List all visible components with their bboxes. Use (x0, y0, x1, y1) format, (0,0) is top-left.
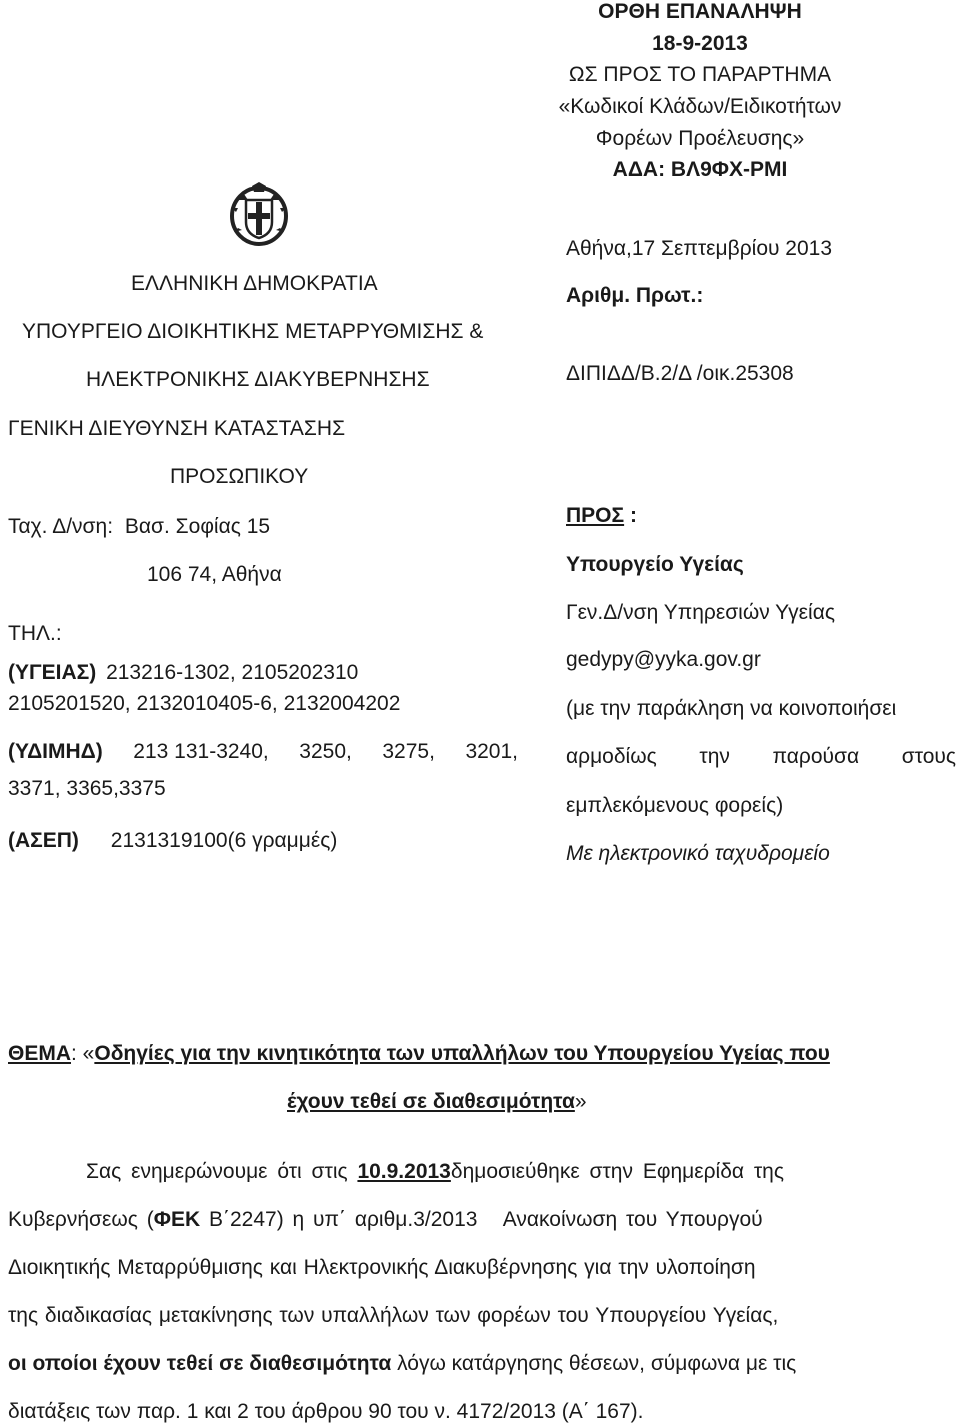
recipient-note-line2 (566, 745, 956, 769)
subject-title-part1: Οδηγίες για την κινητικότητα των υπαλλήλων του Υπουργείου Υγείας που (94, 1042, 830, 1065)
header-line-annex: ΩΣ ΠΡΟΣ ΤΟ ΠΑΡΑΡΤΗΜΑ (568, 63, 832, 86)
phone-ydimd-label: (ΥΔΙΜΗΔ) (8, 740, 103, 763)
phone-ydimd-numbers-line2: 3371, 3365,3375 (8, 777, 166, 800)
recipient-to-colon: : (624, 504, 637, 527)
protocol-label: Αριθμ. Πρωτ.: (566, 284, 704, 307)
subject-colon-quote: : « (71, 1042, 95, 1065)
phone-ydimd-number: 213 131-3240, (133, 740, 269, 763)
phone-ygeias-numbers: 213216-1302, 2105202310 (106, 661, 359, 684)
body-line-3: Διοικητικής Μεταρρύθμισης και Ηλεκτρονικής Διακυβέρνησης για την υλοποίηση (8, 1256, 756, 1279)
phone-ygeias-numbers-line2: 2105201520, 2132010405-6, 2132004202 (8, 692, 401, 715)
subject-line1 (8, 1042, 830, 1066)
sender-ministry-line2: ΗΛΕΚΤΡΟΝΙΚΗΣ ΔΙΑΚΥΒΕΡΝΗΣΗΣ (86, 368, 430, 391)
phone-ydimd-number: 3201, (465, 740, 518, 763)
sender-republic: ΕΛΛΗΝΙΚΗ ΔΗΜΟΚΡΑΤΙΑ (131, 272, 378, 295)
address-label: Ταχ. Δ/νση: (8, 515, 114, 538)
phone-ydimd-number: 3275, (382, 740, 435, 763)
sender-ministry-line1: ΥΠΟΥΡΓΕΙΟ ΔΙΟΙΚΗΤΙΚΗΣ ΜΕΤΑΡΡΥΘΜΙΣΗΣ & (22, 320, 484, 343)
body-line-2 (8, 1208, 763, 1232)
recipient-note-word: στους (901, 745, 956, 768)
phone-ydimd-number: 3250, (299, 740, 352, 763)
protocol-number: ΔΙΠΙΔΔ/Β.2/Δ /οικ.25308 (566, 362, 794, 385)
header-line-ada: ΑΔΑ: ΒΛ9ΦΧ-ΡΜΙ (612, 158, 788, 181)
body-line-6: διατάξεις των παρ. 1 και 2 του άρθρου 90 του ν. 4172/2013 (Α΄ 167). (8, 1400, 644, 1423)
body-line5-bold: οι οποίοι έχουν τεθεί σε διαθεσιμότητα (8, 1352, 392, 1375)
delivery-method: Με ηλεκτρονικό ταχυδρομείο (566, 842, 830, 865)
header-line-origin: Φορέων Προέλευσης» (595, 127, 805, 150)
subject-line2 (287, 1090, 587, 1114)
address-street: Βασ. Σοφίας 15 (124, 515, 271, 538)
phone-asep-row (8, 829, 337, 853)
recipient-note-line1: (με την παράκληση να κοινοποιήσει (566, 697, 897, 720)
phone-asep-numbers: 2131319100(6 γραμμές) (110, 829, 338, 852)
body-line2-end: Β΄2247) η υπ΄ αριθμ.3/2013 Ανακοίνωση του Υπουργού (200, 1208, 763, 1231)
greek-coat-of-arms-icon (228, 180, 290, 246)
address-row (8, 515, 270, 539)
phone-ydimd-row (8, 740, 518, 764)
header-line-date: 18-9-2013 (652, 32, 748, 55)
recipient-to-label (566, 504, 637, 528)
recipient-ministry: Υπουργείο Υγείας (566, 553, 744, 576)
body-line-4: της διαδικασίας μετακίνησης των υπαλλήλων των φορέων του Υπουργείου Υγείας, (8, 1304, 779, 1327)
recipient-note-word: παρούσα (772, 745, 860, 768)
recipient-note-word: αρμοδίως (566, 745, 657, 768)
recipient-to-word: ΠΡΟΣ (566, 504, 625, 527)
body-line2-fek: ΦΕΚ (153, 1208, 201, 1231)
phone-asep-label: (ΑΣΕΠ) (8, 829, 79, 852)
recipient-note-line3: εμπλεκόμενους φορείς) (566, 794, 784, 817)
header-line-reissue: ΟΡΘΗ ΕΠΑΝΑΛΗΨΗ (598, 0, 802, 23)
phone-ygeias-row (8, 661, 358, 685)
body-line1-date: 10.9.2013 (357, 1160, 451, 1183)
recipient-email: gedypy@yyka.gov.gr (566, 648, 761, 671)
body-line-1 (86, 1160, 784, 1184)
body-line5-rest: λόγω κατάργησης θέσεων, σύμφωνα με τις (391, 1352, 797, 1375)
subject-label: ΘΕΜΑ (8, 1042, 71, 1065)
body-line1-end: δημοσιεύθηκε στην Εφημερίδα της (450, 1160, 784, 1183)
body-line2-start: Κυβερνήσεως ( (8, 1208, 154, 1231)
sender-directorate-line1: ΓΕΝΙΚΗ ΔΙΕΥΘΥΝΣΗ ΚΑΤΑΣΤΑΣΗΣ (8, 417, 346, 440)
body-line1-start: Σας ενημερώνουμε ότι στις (86, 1160, 358, 1183)
body-line-5 (8, 1352, 796, 1376)
sender-directorate-line2: ΠΡΟΣΩΠΙΚΟΥ (170, 465, 309, 488)
recipient-note-word: την (699, 745, 730, 768)
address-city: 106 74, Αθήνα (147, 563, 282, 586)
phone-label: ΤΗΛ.: (8, 622, 62, 645)
phone-ygeias-label: (ΥΓΕΙΑΣ) (8, 661, 97, 684)
subject-close-quote: » (574, 1090, 587, 1113)
recipient-directorate: Γεν.Δ/νση Υπηρεσιών Υγείας (566, 601, 835, 624)
document-date: Αθήνα,17 Σεπτεμβρίου 2013 (566, 237, 833, 260)
header-line-codes: «Κωδικοί Κλάδων/Ειδικοτήτων (558, 95, 842, 118)
subject-title-part2: έχουν τεθεί σε διαθεσιμότητα (287, 1090, 575, 1113)
